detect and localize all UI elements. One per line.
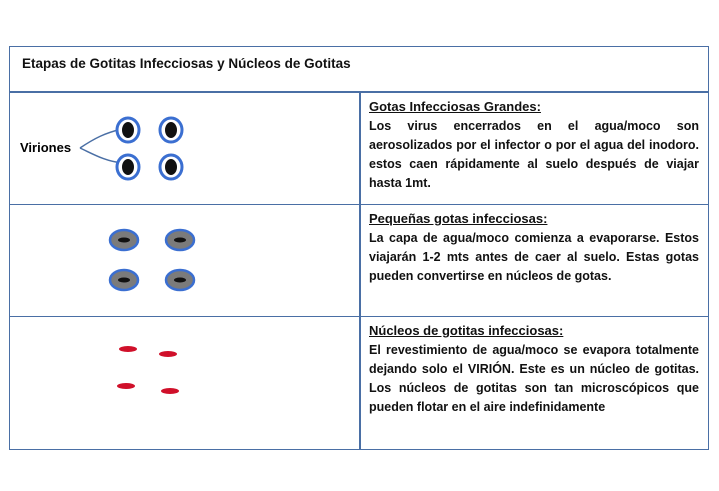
small-droplets-text: La capa de agua/moco comienza a evaporarse. Estos viajarán 1-2 mts antes de caer al suelo. Estas gotas pueden convertirse en núcleos de gotas. — [369, 231, 699, 283]
small-droplets-heading: Pequeñas gotas infecciosas: — [369, 211, 548, 226]
droplet-nuclei-heading: Núcleos de gotitas infecciosas: — [369, 323, 564, 338]
small-droplet — [166, 230, 194, 250]
droplet-nucleus — [159, 351, 177, 357]
row-small-droplets — [10, 205, 708, 317]
small-droplet — [110, 270, 138, 290]
large-droplets-illustration — [10, 93, 359, 205]
table-title-row — [10, 47, 708, 93]
droplet-nuclei-description — [369, 323, 699, 417]
large-droplets-text: Los virus encerrados en el agua/moco son aerosolizados por el infector o por el agua del inodoro. estos caen rápidamente al suelo después de viajar hasta 1mt. — [369, 119, 699, 190]
small-droplets-illustration — [10, 205, 359, 317]
small-droplets-description — [369, 211, 699, 286]
droplet-nucleus — [117, 383, 135, 389]
large-droplet — [160, 118, 182, 142]
droplet-nucleus — [161, 388, 179, 394]
row-large-droplets — [10, 93, 708, 205]
large-droplets-heading: Gotas Infecciosas Grandes: — [369, 99, 541, 114]
droplet-nuclei-illustration — [10, 317, 359, 449]
large-droplet — [160, 155, 182, 179]
large-droplets-description — [369, 99, 699, 193]
small-droplet — [166, 270, 194, 290]
virion-pointer-line-lower — [80, 148, 122, 163]
stages-table — [9, 46, 709, 450]
table-title: Etapas de Gotitas Infecciosas y Núcleos de Gotitas — [22, 56, 351, 71]
row-droplet-nuclei — [10, 317, 708, 449]
droplet-nuclei-text: El revestimiento de agua/moco se evapora totalmente dejando solo el VIRIÓN. Este es un núcleo de gotitas. Los núcleos de gotitas son tan microscópicos que pueden flotar en el aire indefinidamente — [369, 343, 699, 414]
large-droplet — [117, 118, 139, 142]
large-droplet — [117, 155, 139, 179]
small-droplet — [110, 230, 138, 250]
droplet-nucleus — [119, 346, 137, 352]
virions-label: Viriones — [20, 140, 72, 155]
